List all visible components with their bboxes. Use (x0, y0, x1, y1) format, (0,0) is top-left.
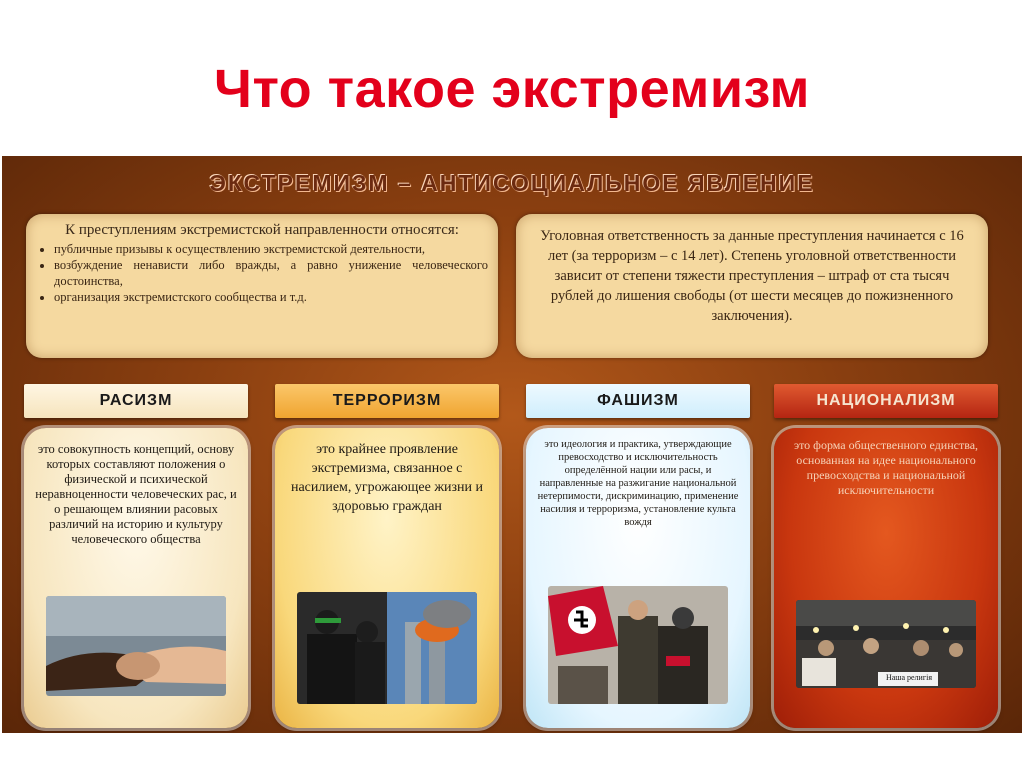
poster-banner: ЭКСТРЕМИЗМ – АНТИСОЦИАЛЬНОЕ ЯВЛЕНИЕ (209, 170, 815, 196)
terror-photo (297, 592, 477, 704)
nationalism-photo-caption: Наша религія (885, 673, 933, 682)
fascism-card (526, 428, 750, 728)
list-item: • публичные призывы к осуществлению экстремистской деятельности, (54, 241, 488, 257)
crimes-box (26, 214, 498, 358)
label-fascism: ФАШИЗМ (526, 384, 750, 418)
liability-box (516, 214, 988, 358)
slide-title: Что такое экстремизм (214, 59, 810, 119)
fascism-definition: это идеология и практика, утверждающие превосходство и исключительность определённой нации или расы, и направленные на разжигание национальной нетерпимости, дискриминацию, применение насилия и терроризма, установление культа вождя (537, 439, 739, 528)
label-terrorism: ТЕРРОРИЗМ (275, 384, 499, 418)
nationalism-definition: это форма общественного единства, основанная на идее национального превосходства и национальной исключительности (793, 438, 979, 497)
fascism-photo (548, 586, 728, 704)
label-racism: РАСИЗМ (24, 384, 248, 418)
racism-definition: это совокупность концепций, основу которых составляют положения о физической и психической неравноценности человеческих рас, и о решающем влиянии расовых различий на историю и культуру человеческого общества (35, 442, 237, 546)
liability-text: Уголовная ответственность за данные преступления начинается с 16 лет (за терроризм – с 14 лет). Степень уголовной ответственности зависит от степени тяжести преступления – штраф от ста тысяч рублей до лишения свободы (от шести месяцев до пожизненного заключения). (540, 228, 964, 324)
list-item: • возбуждение ненависти либо вражды, а равно унижение человеческого достоинства, (54, 257, 488, 289)
nationalism-photo (796, 600, 976, 688)
label-nationalism: НАЦИОНАЛИЗМ (774, 384, 998, 418)
terrorism-definition: это крайнее проявление экстремизма, связанное с насилием, угрожающее жизни и здоровью граждан (290, 442, 484, 514)
nationalism-card (774, 428, 998, 728)
extremism-poster (2, 156, 1022, 733)
crimes-heading: К преступлениям экстремистской направленности относятся: (65, 222, 459, 238)
terrorism-card (275, 428, 499, 728)
list-item: • организация экстремистского сообщества и т.д. (54, 289, 488, 305)
racism-card (24, 428, 248, 728)
crimes-list (40, 241, 488, 305)
handshake-photo (46, 596, 226, 696)
